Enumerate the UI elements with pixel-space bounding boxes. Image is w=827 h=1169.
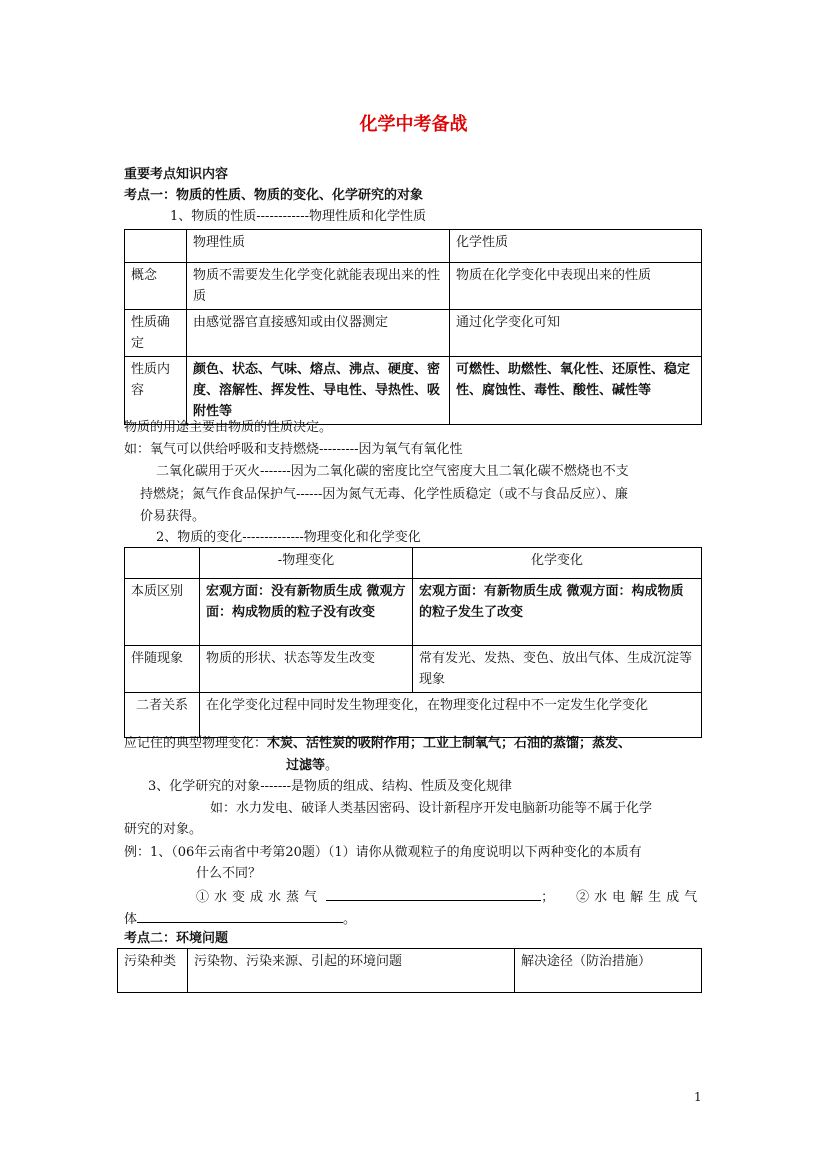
remember-bold-1: 木炭、活性炭的吸附作用；工业上制氧气；石油的蒸馏；蒸发、 [267,736,632,751]
example-line-1: 如：氧气可以供给呼吸和支持燃烧---------因为氧气有氧化性 [124,442,463,457]
section-heading: 重要考点知识内容 [124,167,229,182]
row-label: 二者关系 [125,693,200,738]
row-label: 污染种类 [118,949,188,993]
row-label: 概念 [125,263,187,310]
subheading-changes: 2、物质的变化--------------物理变化和化学变化 [156,530,421,545]
table-row [125,548,702,579]
table-cell: 可燃性、助燃性、氧化性、还原性、稳定性、腐蚀性、毒性、酸性、碱性等 [450,357,702,425]
table-cell: 颜色、状态、气味、熔点、沸点、硬度、密度、溶解性、挥发性、导电性、导热性、吸附性等 [187,357,450,425]
table-cell: 宏观方面：没有新物质生成 微观方面：构成物质的粒子没有改变 [200,579,413,646]
example-line-4: 价易获得。 [140,509,206,524]
table-cell [125,230,187,263]
usage-line: 物质的用途主要由物质的性质决定。 [124,420,333,435]
remember-end: 。 [325,758,339,773]
example1-separator: ； [541,890,555,905]
remember-prefix: 应记住的典型物理变化： [124,736,268,751]
table-cell: 通过化学变化可知 [450,310,702,357]
properties-table [124,229,702,425]
row-label: 性质确定 [125,310,187,357]
table-row [125,263,702,310]
table-row [118,949,702,993]
table-cell: 物质的形状、状态等发生改变 [200,646,413,693]
example-line-3: 持燃烧；氮气作食品保护气------因为氮气无毒、化学性质稳定（或不与食品反应）、廉 [140,487,628,502]
example1-line-4-prefix: 体 [124,912,138,927]
table-row [125,357,702,425]
table-row [125,693,702,738]
subheading-research: 3、化学研究的对象-------是物质的组成、结构、性质及变化规律 [148,779,513,794]
table-row [125,310,702,357]
answer-blank-2[interactable] [137,908,343,923]
table-header-cell: 污染物、污染来源、引起的环境问题 [188,949,515,993]
table-header-cell: 化学性质 [450,230,702,263]
research-line-3: 研究的对象。 [124,822,203,837]
table-cell: 常有发光、发热、变色、放出气体、生成沉淀等现象 [413,646,702,693]
remember-bold-2: 过滤等 [286,758,326,773]
table-row [125,646,702,693]
remember-line-2 [286,756,338,776]
row-label: 性质内容 [125,357,187,425]
table-cell: 宏观方面：有新物质生成 微观方面：构成物质的粒子发生了改变 [413,579,702,646]
changes-table [124,547,702,738]
table-header-cell: -物理变化 [200,548,413,579]
environment-table [117,948,702,993]
point2-heading: 考点二：环境问题 [124,931,229,946]
example1-line-3 [196,886,702,908]
example1-line-4-end: 。 [343,912,357,927]
table-row [125,230,702,263]
table-cell [125,548,200,579]
example1-line-4 [124,908,356,930]
table-cell: 在化学变化过程中同时发生物理变化，在物理变化过程中不一定发生化学变化 [200,693,702,738]
table-cell: 由感觉器官直接感知或由仪器测定 [187,310,450,357]
answer-blank-1[interactable] [326,886,541,901]
table-header-cell: 化学变化 [413,548,702,579]
table-header-cell: 物理性质 [187,230,450,263]
point1-heading: 考点一：物质的性质、物质的变化、化学研究的对象 [124,188,424,203]
example1-item-1: ①水变成水蒸气 [196,890,323,905]
remember-line-1 [124,734,631,754]
table-header-cell: 解决途径（防治措施） [515,949,702,993]
example1-line-1: 例：1、（06年云南省中考第20题）（1）请你从微观粒子的角度说明以下两种变化的本质有 [124,845,642,860]
example1-item-2: ②水电解生成气 [576,890,703,905]
document-title: 化学中考备战 [359,114,468,135]
row-label: 本质区别 [125,579,200,646]
research-line-2: 如：水力发电、破译人类基因密码、设计新程序开发电脑新功能等不属于化学 [210,801,653,816]
subheading-properties: 1、物质的性质------------物理性质和化学性质 [170,209,426,224]
table-cell: 物质在化学变化中表现出来的性质 [450,263,702,310]
row-label: 伴随现象 [125,646,200,693]
table-cell: 物质不需要发生化学变化就能表现出来的性质 [187,263,450,310]
table-row [125,579,702,646]
example1-line-2: 什么不同？ [196,866,262,881]
example-line-2: 二氧化碳用于灭火-------因为二氧化碳的密度比空气密度大且二氧化碳不燃烧也不支 [156,464,629,479]
page-number: 1 [694,1090,702,1104]
